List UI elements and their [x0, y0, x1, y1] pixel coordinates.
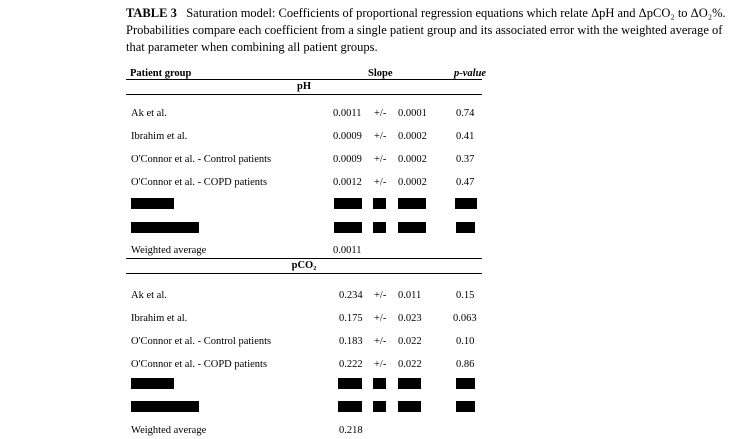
redaction-block	[398, 401, 421, 412]
row-group: O'Connor et al. - Control patients	[131, 154, 272, 165]
row-pm: +/-	[374, 108, 387, 119]
redaction-block	[373, 378, 386, 389]
row-slope: 0.0009	[333, 131, 362, 142]
redaction-block	[456, 222, 475, 233]
row-group: Ak et al.	[131, 290, 167, 301]
row-p: 0.41	[456, 131, 475, 142]
redaction-block	[373, 401, 386, 412]
row-slope: 0.0009	[333, 154, 362, 165]
redaction-block	[455, 198, 477, 209]
row-err: 0.0002	[398, 131, 427, 142]
row-p: 0.15	[456, 290, 475, 301]
redaction-block	[131, 401, 199, 412]
section-title-ph: pH	[296, 81, 311, 92]
row-p: 0.86	[456, 359, 475, 370]
redaction-block	[456, 401, 475, 412]
row-err: 0.011	[398, 290, 422, 301]
section-rule-top-pco2	[126, 258, 482, 259]
row-group: O'Connor et al. - COPD patients	[131, 359, 268, 370]
row-pm: +/-	[374, 313, 387, 324]
header-p-value: p-value	[454, 68, 487, 79]
row-pm: +/-	[374, 131, 387, 142]
redaction-block	[398, 378, 421, 389]
row-p: 0.74	[456, 108, 475, 119]
redaction-block	[334, 222, 362, 233]
row-group: Ibrahim et al.	[131, 313, 188, 324]
header-slope: Slope	[368, 68, 393, 79]
row-group: Ak et al.	[131, 108, 167, 119]
section-rule-ph	[126, 94, 482, 95]
row-slope: 0.0011	[333, 108, 362, 119]
row-err: 0.022	[398, 359, 422, 370]
row-slope: 0.175	[339, 313, 363, 324]
redaction-block	[398, 198, 426, 209]
row-err: 0.0002	[398, 154, 427, 165]
row-pm: +/-	[374, 290, 387, 301]
caption-text: Saturation model: Coefficients of proportional regression equations which relate ΔpH and ΔpCO₂ to ΔO₂%. Probabilities compare each coefficient from a single patient group and its associated error with the weighted average of that parameter when combining all patient groups.	[126, 6, 726, 54]
row-pm: +/-	[374, 154, 387, 165]
redaction-block	[373, 222, 386, 233]
redaction-block	[131, 222, 199, 233]
table-caption	[126, 5, 726, 56]
row-pm: +/-	[374, 336, 387, 347]
row-err: 0.022	[398, 336, 422, 347]
row-group: O'Connor et al. - Control patients	[131, 336, 272, 347]
row-slope: 0.0012	[333, 177, 362, 188]
row-err: 0.023	[398, 313, 422, 324]
caption-label: TABLE 3	[126, 6, 177, 20]
row-p: 0.063	[453, 313, 477, 324]
row-p: 0.37	[456, 154, 475, 165]
row-p: 0.47	[456, 177, 475, 188]
weighted-average-value: 0.0011	[333, 245, 362, 256]
header-rule	[126, 79, 482, 80]
weighted-average-label: Weighted average	[131, 425, 207, 436]
row-slope: 0.222	[339, 359, 363, 370]
row-pm: +/-	[374, 359, 387, 370]
row-err: 0.0002	[398, 177, 427, 188]
row-slope: 0.234	[339, 290, 363, 301]
redaction-block	[334, 198, 362, 209]
redaction-block	[338, 378, 362, 389]
row-p: 0.10	[456, 336, 475, 347]
section-rule-pco2	[126, 273, 482, 274]
section-title-pco2: pCO₂	[291, 260, 317, 271]
row-err: 0.0001	[398, 108, 427, 119]
redaction-block	[398, 222, 426, 233]
redaction-block	[131, 378, 174, 389]
redaction-block	[338, 401, 362, 412]
row-slope: 0.183	[339, 336, 363, 347]
header-patient-group: Patient group	[130, 68, 192, 79]
redaction-block	[131, 198, 174, 209]
weighted-average-value: 0.218	[339, 425, 363, 436]
row-pm: +/-	[374, 177, 387, 188]
redaction-block	[373, 198, 386, 209]
weighted-average-label: Weighted average	[131, 245, 207, 256]
row-group: Ibrahim et al.	[131, 131, 188, 142]
redaction-block	[456, 378, 475, 389]
row-group: O'Connor et al. - COPD patients	[131, 177, 268, 188]
